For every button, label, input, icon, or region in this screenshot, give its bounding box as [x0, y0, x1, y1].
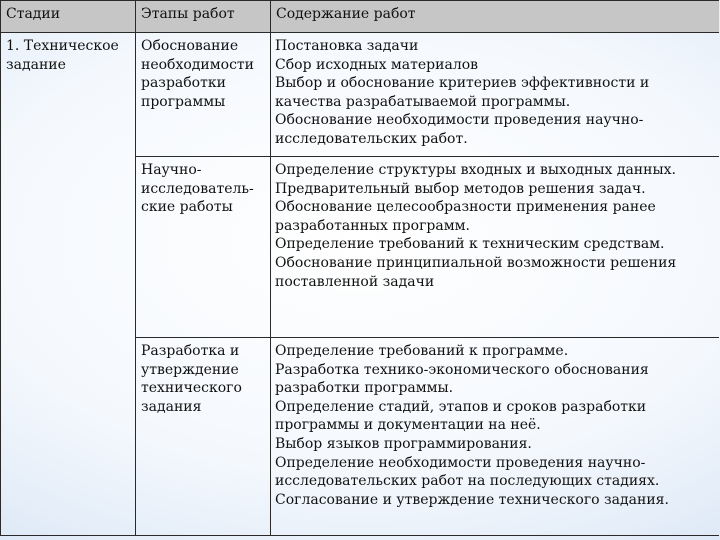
content-text-line: поставленной задачи [275, 273, 435, 290]
step-text-line: утверждение [141, 361, 239, 378]
step-cell [136, 33, 271, 157]
content-text-line: качества разрабатываемой программы. [275, 93, 571, 110]
step-text-line: задания [141, 398, 202, 415]
content-cell [271, 338, 720, 536]
content-text-line: Разработка технико-экономического обоснования [275, 361, 649, 378]
step-cell [136, 157, 271, 338]
content-text-line: разработанных программ. [275, 217, 470, 234]
content-cell [271, 33, 720, 157]
step-text-line: Научно- [141, 162, 202, 178]
content-cell [271, 157, 720, 338]
content-text-line: Сбор исходных материалов [275, 56, 479, 73]
header-stages: Стадии [1, 1, 136, 33]
content-text-line: Определение стадий, этапов и сроков разработки [275, 398, 647, 415]
header-work-steps: Этапы работ [136, 1, 271, 33]
header-row [1, 1, 720, 33]
step-text-line: ские работы [141, 199, 233, 216]
step-cell [136, 338, 271, 536]
stage-cell [1, 33, 136, 536]
table-row [1, 33, 720, 157]
step-text-line: технического [141, 380, 242, 397]
step-text-line: Обоснование [141, 38, 239, 54]
content-text-line: Определение структуры входных и выходных данных. [275, 162, 676, 178]
content-text-line: Предварительный выбор методов решения задач. [275, 180, 646, 197]
content-text-line: Обоснование необходимости проведения научно- [275, 112, 644, 129]
content-text-line: Определение требований к техническим средствам. [275, 236, 665, 253]
content-text-line: Определение необходимости проведения научно- [275, 454, 646, 471]
step-text-line: программы [141, 93, 226, 110]
content-text-line: Выбор и обоснование критериев эффективности и [275, 75, 650, 92]
content-text-line: Согласование и утверждение технического задания. [275, 491, 669, 508]
content-text-line: Выбор языков программирования. [275, 435, 532, 452]
stage-text-line: задание [6, 56, 66, 73]
content-text-line: Постановка задачи [275, 38, 419, 54]
step-text-line: Разработка и [141, 343, 240, 359]
step-text-line: разработки [141, 75, 226, 92]
content-text-line: исследовательских работ на последующих стадиях. [275, 473, 660, 490]
content-text-line: исследовательских работ. [275, 130, 468, 147]
header-work-content: Содержание работ [271, 1, 720, 33]
content-text-line: разработки программы. [275, 380, 454, 397]
content-text-line: Обоснование целесообразности применения ранее [275, 199, 656, 216]
stage-text-line: 1. Техническое [6, 38, 119, 54]
step-text-line: исследователь- [141, 180, 254, 197]
content-text-line: программы и документации на неё. [275, 417, 541, 434]
content-text-line: Определение требований к программе. [275, 343, 569, 359]
step-text-line: необходимости [141, 56, 254, 73]
content-text-line: Обоснование принципиальной возможности решения [275, 254, 677, 271]
